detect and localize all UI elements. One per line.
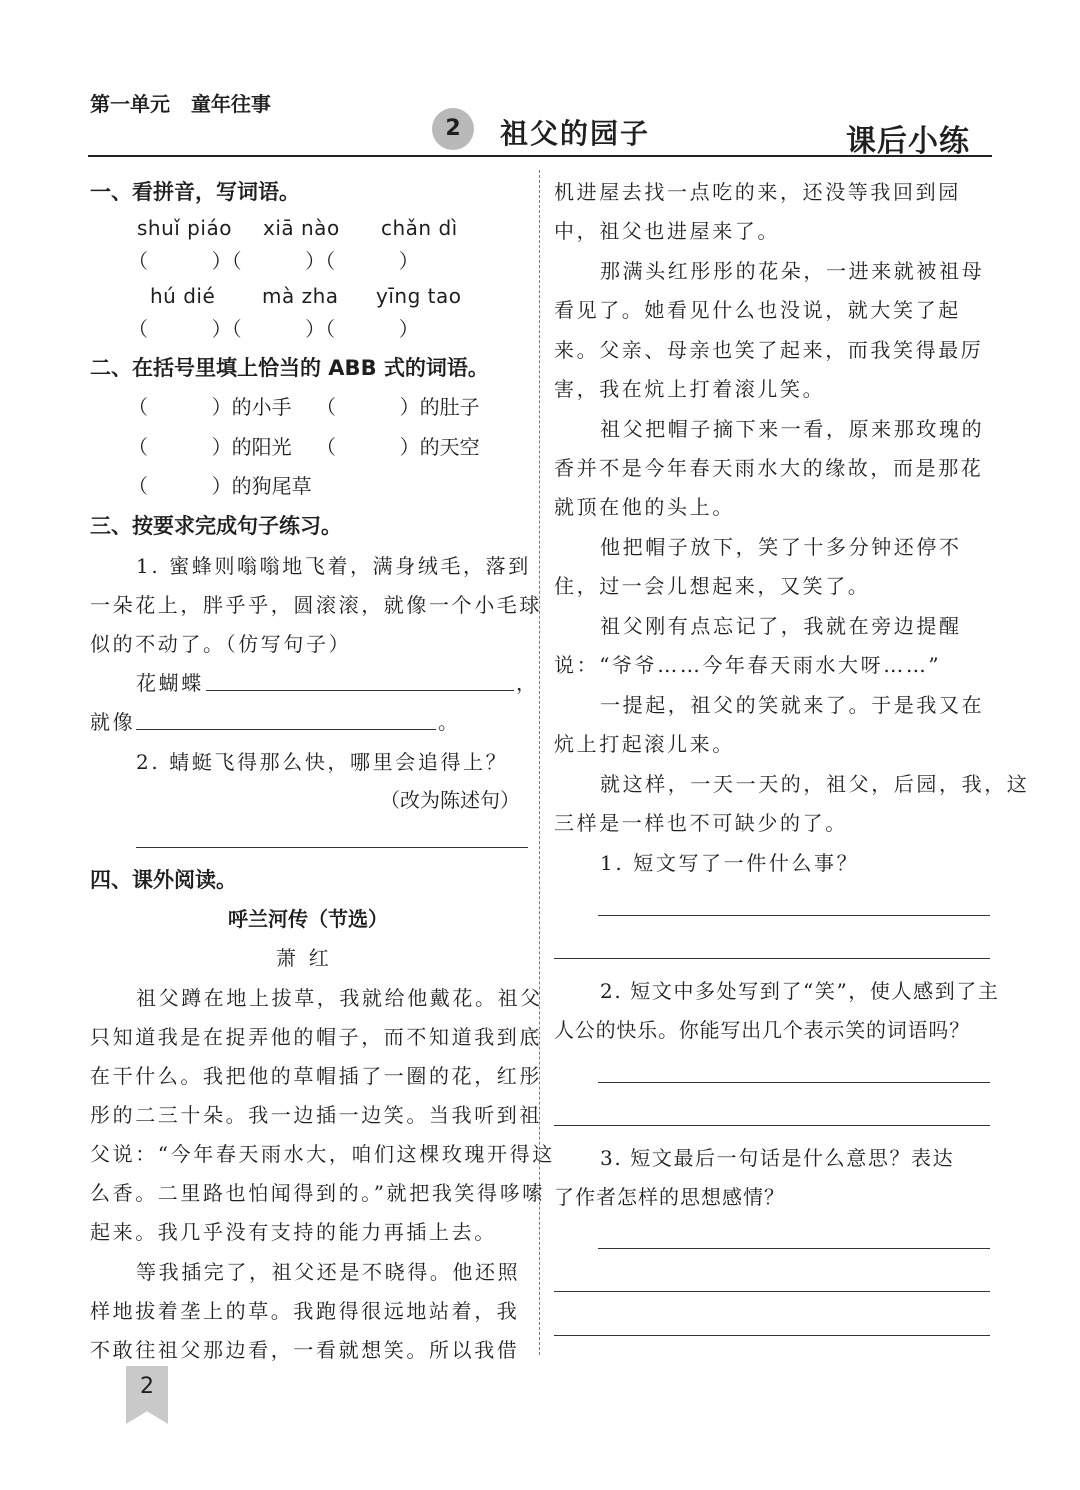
abb-item[interactable]: （ ）的天空 bbox=[316, 435, 480, 459]
passage-line: 住，过一会儿想起来，又笑了。 bbox=[554, 574, 871, 598]
passage-line: 祖父把帽子摘下来一看，原来那玫瑰的 bbox=[600, 417, 985, 441]
lesson-number-badge bbox=[432, 108, 474, 150]
q1-line: 似的不动了。（仿写句子） bbox=[90, 632, 352, 656]
pinyin-6: yīng tao bbox=[376, 284, 462, 308]
passage-line: 就顶在他的头上。 bbox=[554, 495, 735, 519]
passage-line: 一提起，祖父的笑就来了。于是我又在 bbox=[600, 693, 985, 717]
passage-line: 香并不是今年春天雨水大的缘故，而是那花 bbox=[554, 456, 984, 480]
q2-instruction: （改为陈述句） bbox=[380, 788, 520, 812]
answer-line[interactable] bbox=[554, 1125, 990, 1126]
abb-item[interactable]: （ ）的肚子 bbox=[316, 395, 480, 419]
reading-q1: 1. 短文写了一件什么事？ bbox=[600, 851, 860, 875]
passage-line: 中，祖父也进屋来了。 bbox=[554, 219, 780, 243]
pinyin-1: shuǐ piáo bbox=[137, 216, 232, 240]
lesson-number: 2 bbox=[445, 116, 461, 141]
reading-q2-line: 2. 短文中多处写到了“笑”，使人感到了主 bbox=[600, 979, 1000, 1003]
answer-line[interactable] bbox=[136, 847, 528, 848]
page-number: 2 bbox=[140, 1374, 154, 1399]
fill-comma: ， bbox=[516, 671, 539, 695]
passage-line: 等我插完了，祖父还是不晓得。他还照 bbox=[136, 1260, 521, 1284]
reading-q3-line: 了作者怎样的思想感情？ bbox=[554, 1185, 785, 1209]
passage-line: 说：“爷爷……今年春天雨水大呀……” bbox=[554, 653, 942, 677]
passage-line: 父说：“今年春天雨水大，咱们这棵玫瑰开得这 bbox=[90, 1142, 555, 1166]
abb-item[interactable]: （ ）的狗尾草 bbox=[128, 474, 312, 498]
passage-line: 祖父蹲在地上拔草，我就给他戴花。祖父 bbox=[136, 986, 543, 1010]
passage-line: 来。父亲、母亲也笑了起来，而我笑得最厉 bbox=[554, 338, 984, 362]
answer-blanks-row2[interactable]: （ ）（ ）（ ） bbox=[128, 317, 419, 341]
q2-line: 2. 蜻蜓飞得那么快，哪里会追得上？ bbox=[136, 750, 509, 774]
answer-line[interactable] bbox=[206, 690, 514, 691]
passage-line: 么香。二里路也怕闻得到的。”就把我笑得哆嗦 bbox=[90, 1181, 545, 1205]
pinyin-4: hú dié bbox=[150, 284, 216, 308]
abb-item[interactable]: （ ）的小手 bbox=[128, 395, 292, 419]
pinyin-3: chǎn dì bbox=[381, 216, 458, 240]
reading-q3-line: 3. 短文最后一句话是什么意思？表达 bbox=[600, 1146, 955, 1170]
passage-line: 起来。我几乎没有支持的能力再插上去。 bbox=[90, 1220, 497, 1244]
passage-line: 炕上打起滚儿来。 bbox=[554, 732, 735, 756]
passage-line: 样地拔着垄上的草。我跑得很远地站着，我 bbox=[90, 1299, 520, 1323]
passage-line: 不敢往祖父那边看，一看就想笑。所以我借 bbox=[90, 1338, 520, 1362]
practice-label: 课后小练 bbox=[846, 124, 970, 159]
passage-line: 看见了。她看见什么也没说，就大笑了起 bbox=[554, 298, 961, 322]
pinyin-5: mà zha bbox=[262, 284, 339, 308]
section4-title: 四、课外阅读。 bbox=[90, 868, 237, 892]
passage-line: 害，我在炕上打着滚儿笑。 bbox=[554, 377, 826, 401]
answer-line[interactable] bbox=[554, 1335, 990, 1336]
section2-title: 二、在括号里填上恰当的 ABB 式的词语。 bbox=[90, 356, 489, 380]
reading-q2-line: 人公的快乐。你能写出几个表示笑的词语吗？ bbox=[554, 1018, 970, 1042]
section3-title: 三、按要求完成句子练习。 bbox=[90, 514, 342, 538]
lesson-title: 祖父的园子 bbox=[500, 117, 651, 150]
fill-label-like: 就像 bbox=[90, 710, 136, 734]
fill-label-butterfly: 花蝴蝶 bbox=[136, 671, 204, 695]
fill-period: 。 bbox=[438, 710, 461, 734]
passage-title: 呼兰河传（节选） bbox=[228, 907, 388, 931]
passage-line: 他把帽子放下，笑了十多分钟还停不 bbox=[600, 535, 962, 559]
passage-line: 彤的二三十朵。我一边插一边笑。当我听到祖 bbox=[90, 1103, 542, 1127]
q1-line: 1. 蜜蜂则嗡嗡地飞着，满身绒毛，落到 bbox=[136, 554, 531, 578]
answer-line[interactable] bbox=[598, 915, 990, 916]
passage-line: 就这样，一天一天的，祖父，后园，我，这 bbox=[600, 772, 1030, 796]
abb-item[interactable]: （ ）的阳光 bbox=[128, 435, 292, 459]
q1-line: 一朵花上，胖乎乎，圆滚滚，就像一个小毛球 bbox=[90, 593, 542, 617]
passage-line: 机进屋去找一点吃的来，还没等我回到园 bbox=[554, 180, 961, 204]
answer-line[interactable] bbox=[554, 1291, 990, 1292]
answer-line[interactable] bbox=[554, 958, 990, 959]
passage-author: 萧 红 bbox=[276, 946, 329, 970]
answer-line[interactable] bbox=[598, 1248, 990, 1249]
passage-line: 三样是一样也不可缺少的了。 bbox=[554, 811, 848, 835]
unit-label: 第一单元 童年往事 bbox=[90, 92, 271, 116]
passage-line: 那满头红彤彤的花朵，一进来就被祖母 bbox=[600, 259, 985, 283]
passage-line: 祖父刚有点忘记了，我就在旁边提醒 bbox=[600, 614, 962, 638]
passage-line: 只知道我是在捉弄他的帽子，而不知道我到底 bbox=[90, 1025, 542, 1049]
answer-line[interactable] bbox=[598, 1082, 990, 1083]
header-rule bbox=[88, 155, 992, 157]
answer-blanks-row1[interactable]: （ ）（ ）（ ） bbox=[128, 249, 419, 273]
passage-line: 在干什么。我把他的草帽插了一圈的花，红彤 bbox=[90, 1064, 542, 1088]
section1-title: 一、看拼音，写词语。 bbox=[90, 180, 300, 204]
pinyin-2: xiā nào bbox=[263, 216, 340, 240]
answer-line[interactable] bbox=[136, 729, 436, 730]
